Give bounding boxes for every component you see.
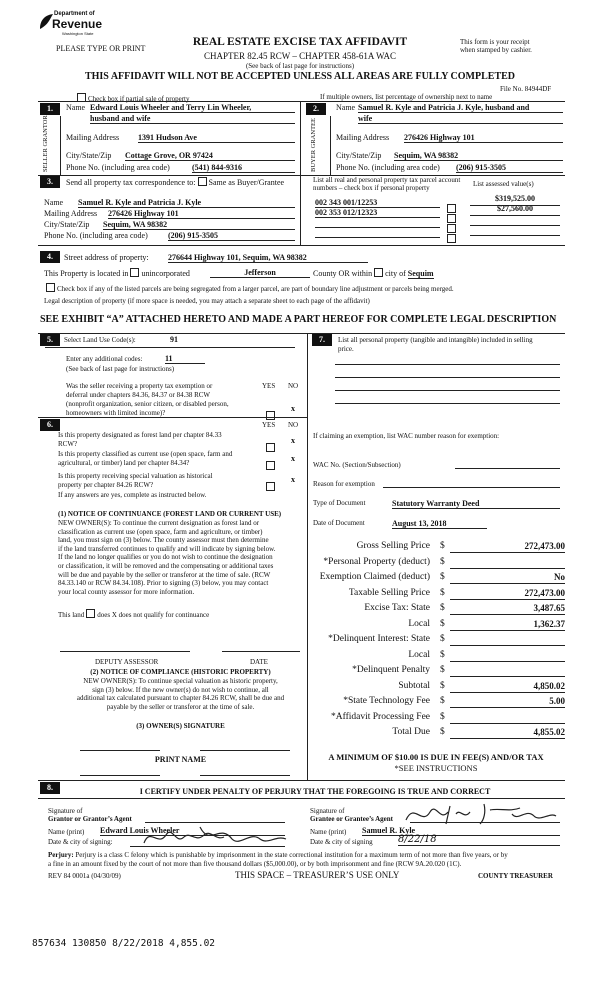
seller-mailing-field[interactable]: 1391 Hudson Ave	[138, 133, 295, 143]
fee-label: *State Technology Fee	[343, 696, 430, 706]
section-6-badge: 6.	[40, 419, 60, 431]
seller-name-label: Name	[66, 103, 86, 112]
form-chapter: CHAPTER 82.45 RCW – CHAPTER 458-61A WAC	[204, 51, 396, 61]
grantor-name-field[interactable]: Edward Louis Wheeler	[100, 826, 285, 836]
fee-label: Excise Tax: State	[364, 603, 430, 613]
fee-value[interactable]: 272,473.00	[450, 588, 565, 600]
no-header: NO	[288, 382, 299, 390]
historic-question: Is this property receiving special valuation as historical property per chapter 84.26 RCW?	[58, 472, 213, 489]
additional-codes-label: Enter any additional codes:	[66, 355, 143, 363]
fee-label: Subtotal	[398, 680, 430, 691]
receipt-note: This form is your receipt when stamped by cashier.	[460, 38, 532, 54]
dollar-sign: $	[440, 634, 445, 644]
deputy-assessor-label: DEPUTY ASSESSOR	[95, 658, 159, 666]
located-in-label: This Property is located in unincorporated	[44, 269, 190, 278]
street-label: Street address of property:	[64, 253, 149, 262]
personal-property-label: List all personal property (tangible and intangible) included in selling price.	[338, 336, 533, 353]
dor-logo	[38, 11, 103, 41]
notice-line: 84.33.140 or RCW 84.34.108). Prior to signing (3) below, you may contact	[58, 579, 269, 588]
buyer-name-label: Name	[336, 103, 356, 112]
dollar-sign: $	[440, 649, 445, 660]
city-checkbox[interactable]	[374, 268, 383, 277]
owner-signature-label: (3) OWNER(S) SIGNATURE	[136, 722, 225, 730]
please-type-note: PLEASE TYPE OR PRINT	[56, 44, 146, 53]
current-use-question: Is this property classified as current use (open space, farm and agricultural, or timber) land per chapter 84.34?	[58, 450, 233, 467]
notice-line: or classification, it will be removed and the compensating or additional taxes	[58, 561, 274, 570]
fee-label: *Delinquent Penalty	[352, 665, 430, 675]
doc-type-label: Type of Document	[313, 499, 366, 507]
buyer-name-line-1[interactable]: Samuel R. Kyle and Patricia J. Kyle, husband and	[358, 103, 563, 113]
parcel-number[interactable]	[315, 228, 440, 238]
dollar-sign: $	[440, 711, 445, 722]
fee-label: Exemption Claimed (deduct)	[319, 572, 430, 582]
fee-label: *Affidavit Processing Fee	[330, 711, 430, 722]
seller-phone-label: Phone No. (including area code)	[66, 163, 170, 172]
buyer-phone-label: Phone No. (including area code)	[336, 163, 440, 172]
grantee-signature	[400, 798, 560, 828]
notice-compliance-title: (2) NOTICE OF COMPLIANCE (HISTORIC PROPERTY)	[90, 668, 271, 676]
forest-no-mark[interactable]: x	[291, 436, 295, 445]
fee-label: Local	[408, 618, 430, 629]
parcel-number[interactable]: 002 353 012/12323	[315, 208, 440, 218]
grantee-date-field[interactable]: 8/22/18	[398, 834, 560, 846]
notice-continuance-title: (1) NOTICE OF CONTINUANCE (FOREST LAND OR CURRENT USE)	[58, 510, 282, 518]
notice-line: land, you must sign on (3) below. The county assessor must then determine	[58, 536, 269, 545]
fee-value[interactable]: 272,473.00	[450, 541, 565, 553]
section-2-badge: 2.	[306, 103, 326, 115]
section-1-badge: 1.	[40, 103, 60, 115]
land-qualify-line: This land does X does not qualify for continuance	[58, 611, 210, 619]
corr-name-label: Name	[44, 198, 64, 207]
perjury-statement: Perjury: Perjury is a class C felony which is punishable by imprisonment in the state correctional institution for a maximum term of not more than five years, or by a fine in an amount fixed by the court of not more than five thousand dollars ($5,000.00), or by both imprisonment and fine (RCW 9A.20.020 (1C).	[48, 851, 508, 868]
section-5-badge: 5.	[40, 334, 60, 346]
notice-line: payable by the seller or transferor at the time of sale.	[106, 702, 255, 711]
dollar-sign: $	[440, 665, 445, 675]
seller-city-label: City/State/Zip	[66, 151, 112, 160]
fee-label: Gross Selling Price	[356, 541, 430, 551]
does-checkbox[interactable]	[86, 609, 95, 618]
exemption-question: Was the seller receiving a property tax exemption or deferral under chapters 84.36, 84.37 or 84.38 RCW (nonprofit organization, senior citizen, or disabled person, homeowners with limited income)?	[66, 382, 229, 417]
see-back-instructions: (See back of last page for instructions)	[66, 365, 175, 373]
fee-label: Taxable Selling Price	[348, 587, 430, 598]
corr-city-field[interactable]: Sequim, WA 98382	[103, 220, 295, 230]
grantor-signature	[140, 817, 290, 849]
historic-yes-checkbox[interactable]	[264, 477, 277, 495]
fee-value[interactable]: 3,487.65	[450, 603, 565, 615]
section-3-badge: 3.	[40, 176, 60, 188]
dollar-sign: $	[440, 587, 445, 598]
notice-line: sign (3) below. If the new owner(s) do not wish to continue, all	[92, 685, 269, 694]
county-or-label: County OR within city of Sequim	[313, 269, 434, 278]
seller-name-line-1[interactable]: Edward Louis Wheeler and Terry Lin Wheeler,	[90, 103, 295, 113]
fee-value[interactable]	[450, 557, 565, 569]
notice-continuance-text	[58, 519, 303, 596]
yes-header-6: YES	[262, 421, 276, 429]
same-as-buyer-checkbox[interactable]	[198, 177, 207, 186]
parcel-list-label: List all real and personal property tax parcel account numbers – check box if personal property	[313, 176, 461, 192]
assessed-values-label: List assessed value(s)	[473, 180, 534, 188]
fee-label: Total Due	[392, 727, 430, 737]
notice-line: classification as current use (open space, farm and agriculture, or timber)	[58, 527, 263, 536]
parcel-number[interactable]	[315, 218, 440, 228]
buyer-city-label: City/State/Zip	[336, 151, 382, 160]
print-name-label: PRINT NAME	[154, 755, 207, 764]
assessed-value[interactable]: $319,525.00	[470, 194, 560, 206]
grantee-date-label: Date & city of signing	[310, 838, 373, 846]
section-7-badge: 7.	[312, 334, 332, 346]
form-title: REAL ESTATE EXCISE TAX AFFIDAVIT	[192, 36, 408, 48]
buyer-phone-field[interactable]: (206) 915-3505	[456, 163, 563, 173]
doc-type-field[interactable]: Statutory Warranty Deed	[392, 499, 560, 509]
grantor-signature-label: Signature of Grantor or Grantor’s Agent	[48, 807, 132, 823]
current-use-no-mark[interactable]: x	[291, 454, 295, 463]
warning-banner: THIS AFFIDAVIT WILL NOT BE ACCEPTED UNLESS ALL AREAS ARE FULLY COMPLETED	[84, 71, 516, 82]
rev-number: REV 84 0001a (04/30/09)	[48, 872, 121, 880]
forest-land-question: Is this property designated as forest land per chapter 84.33 RCW?	[58, 431, 222, 448]
seller-name-line-2[interactable]: husband and wife	[90, 114, 295, 124]
notice-compliance-text	[58, 677, 303, 711]
dollar-sign: $	[440, 680, 445, 691]
see-instructions-note: *SEE INSTRUCTIONS	[394, 763, 478, 773]
notice-line: if the land transferred continues to qualify and will indicate by signing below.	[58, 544, 276, 553]
seller-mailing-label: Mailing Address	[66, 133, 120, 142]
corr-phone-field[interactable]: (206) 915-3505	[168, 231, 295, 241]
exemption-no-mark[interactable]: x	[291, 404, 295, 413]
fee-value[interactable]	[450, 650, 565, 662]
minimum-fee-note: A MINIMUM OF $10.00 IS DUE IN FEE(S) AND/OR TAX	[328, 752, 544, 762]
historic-no-mark[interactable]: x	[291, 475, 295, 484]
buyer-side-label: BUYER GRANTEE	[310, 118, 317, 172]
current-use-yes-checkbox[interactable]	[264, 456, 277, 474]
parcel-number[interactable]: 002 343 001/12253	[315, 198, 440, 208]
fee-value[interactable]: 4,850.02	[450, 681, 565, 693]
buyer-name-line-2[interactable]: wife	[358, 114, 563, 124]
fee-value[interactable]	[450, 665, 565, 677]
grantor-date-label: Date & city of signing:	[48, 838, 113, 846]
county-field[interactable]: Jefferson	[210, 268, 310, 278]
fee-value[interactable]: 5.00	[450, 696, 565, 708]
additional-codes-field[interactable]: 11	[165, 354, 205, 364]
buyer-mailing-label: Mailing Address	[336, 133, 390, 142]
fee-value[interactable]: No	[450, 572, 565, 584]
notice-line: NEW OWNER(S): To continue special valuation as historic property,	[83, 677, 278, 685]
fee-value[interactable]	[450, 634, 565, 646]
logo-state: Washington State	[62, 31, 94, 36]
date-label: DATE	[250, 658, 268, 666]
doc-date-label: Date of Document	[313, 519, 365, 527]
logo-dept: Department of	[54, 11, 95, 17]
doc-date-field[interactable]: August 13, 2018	[392, 519, 487, 529]
land-use-label: Select Land Use Code(s):	[64, 336, 136, 344]
dollar-sign: $	[440, 572, 445, 582]
fee-value[interactable]	[450, 712, 565, 724]
yes-instruction: If any answers are yes, complete as instructed below.	[58, 491, 207, 499]
notice-line: NEW OWNER(S): To continue the current designation as forest land or	[58, 519, 260, 527]
legal-description-label: Legal description of property (if more space is needed, you may attach a separate sheet to each page of the affidavit)	[44, 297, 370, 305]
no-header-6: NO	[288, 421, 299, 429]
fee-label: *Personal Property (deduct)	[323, 556, 430, 567]
assessed-value[interactable]	[470, 224, 560, 236]
yes-header: YES	[262, 382, 276, 390]
exhibit-a-note: SEE EXHIBIT “A” ATTACHED HERETO AND MADE A PART HEREOF FOR COMPLETE LEGAL DESCRIPTION	[40, 314, 557, 325]
forest-yes-checkbox[interactable]	[264, 438, 277, 456]
dollar-sign: $	[440, 727, 445, 737]
seller-side-label: SELLER GRANTOR	[42, 115, 49, 172]
street-field[interactable]: 276644 Highway 101, Sequim, WA 98382	[168, 253, 368, 263]
reason-label: Reason for exemption	[313, 480, 375, 488]
logo-name: Revenue	[52, 17, 103, 31]
certify-statement: I CERTIFY UNDER PENALTY OF PERJURY THAT THE FOREGOING IS TRUE AND CORRECT	[139, 787, 491, 796]
dollar-sign: $	[440, 603, 445, 613]
dollar-sign: $	[440, 696, 445, 706]
seller-city-field[interactable]: Cottage Grove, OR 97424	[125, 151, 295, 161]
cashier-stamp: 857634 130850 8/22/2018 4,855.02	[32, 938, 216, 949]
corr-phone-label: Phone No. (including area code)	[44, 231, 148, 240]
fee-value[interactable]: 4,855.02	[450, 727, 565, 739]
notice-line: will be due and payable by the seller or transferor at the time of sale. (RCW	[58, 570, 271, 579]
partial-sale-checkbox[interactable]: Check box if partial sale of property	[75, 93, 189, 103]
county-treasurer-label: COUNTY TREASURER	[478, 872, 553, 880]
checkbox[interactable]	[46, 283, 55, 292]
wac-label: WAC No. (Section/Subsection)	[313, 461, 401, 469]
fee-value[interactable]: 1,362.37	[450, 619, 565, 631]
grantee-signature-label: Signature of Grantee or Grantee’s Agent	[310, 807, 394, 823]
corr-mailing-label: Mailing Address	[44, 209, 98, 218]
treasurer-space: THIS SPACE – TREASURER’S USE ONLY	[235, 870, 400, 880]
dollar-sign: $	[440, 556, 445, 567]
segregated-checkbox[interactable]: Check box if any of the listed parcels are being segregated from a larger parcel, are part of boundary line adjustment or parcels being merged.	[44, 283, 454, 293]
notice-line: If the land no longer qualifies or you do not wish to continue the designation	[58, 553, 273, 562]
unincorporated-checkbox[interactable]	[130, 268, 139, 277]
corr-city-label: City/State/Zip	[44, 220, 90, 229]
file-number: File No. 84944DF	[500, 85, 552, 93]
see-back-note: (See back of last page for instructions)	[245, 62, 355, 70]
grantee-name-label: Name (print)	[310, 828, 347, 836]
personal-property-checkbox[interactable]	[445, 229, 458, 247]
corr-mailing-field[interactable]: 276426 Highway 101	[108, 209, 295, 219]
fee-label: *Delinquent Interest: State	[328, 634, 430, 644]
land-use-field[interactable]: 91	[170, 335, 178, 344]
fee-label: Local	[408, 649, 430, 660]
grantee-name-field[interactable]: Samuel R. Kyle	[362, 826, 560, 836]
city-field[interactable]: Sequim	[407, 269, 434, 278]
grantor-name-label: Name (print)	[48, 828, 85, 836]
seller-phone-field[interactable]: (541) 844-9316	[192, 163, 295, 173]
assessed-value[interactable]: $27,560.00	[470, 204, 560, 216]
exemption-claim-label: If claiming an exemption, list WAC number reason for exemption:	[313, 432, 500, 440]
corr-name-field[interactable]: Samuel R. Kyle and Patricia J. Kyle	[78, 198, 295, 208]
dollar-sign: $	[440, 618, 445, 629]
buyer-mailing-field[interactable]: 276426 Highway 101	[404, 133, 563, 143]
section-4-badge: 4.	[40, 251, 60, 263]
section-8-badge: 8.	[40, 782, 60, 794]
notice-line: additional tax calculated pursuant to chapter 84.26 RCW, shall be due and	[76, 694, 285, 703]
buyer-city-field[interactable]: Sequim, WA 98382	[394, 151, 563, 161]
send-correspondence-label: Send all property tax correspondence to: Same as Buyer/Grantee	[66, 178, 285, 187]
notice-line: your local county assessor for more information.	[58, 587, 195, 596]
dollar-sign: $	[440, 541, 445, 551]
multiple-owners-note: If multiple owners, list percentage of ownership next to name	[320, 93, 493, 101]
